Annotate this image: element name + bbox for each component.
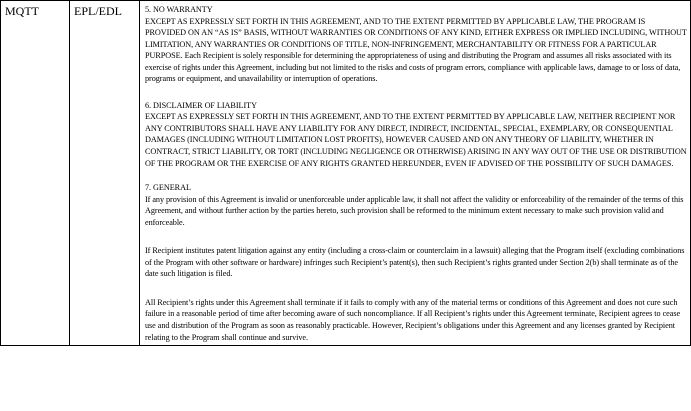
section-no-warranty: [145, 4, 687, 85]
section-body: EXCEPT AS EXPRESSLY SET FORTH IN THIS AGREEMENT, AND TO THE EXTENT PERMITTED BY APPLICABLE LAW, THE PROGRAM IS PROVIDED ON AN “AS IS” BASIS, WITHOUT WARRANTIES OR CONDITIONS OF ANY KIND, EITHER EXPRESS OR IMPLIED INCLUDING, WITHOUT LIMITATION, ANY WARRANTIES OR CONDITIONS OF TITLE, NON-INFRINGEMENT, MERCHANTABILITY OR FITNESS FOR A PARTICULAR PURPOSE. Each Recipient is solely responsible for determining the appropriateness of using and distributing the Program and assumes all risks associated with its exercise of rights under this Agreement, including but not limited to the risks and costs of program errors, compliance with applicable laws, damage to or loss of data, programs or equipment, and unavailability or interruption of operations.: [145, 16, 687, 84]
paragraph-spacer: [145, 280, 687, 297]
license-type-cell: [70, 1, 140, 346]
section-title: 5. NO WARRANTY: [145, 5, 213, 14]
section-body: EXCEPT AS EXPRESSLY SET FORTH IN THIS AGREEMENT, AND TO THE EXTENT PERMITTED BY APPLICABLE LAW, NEITHER RECIPIENT NOR ANY CONTRIBUTORS SHALL HAVE ANY LIABILITY FOR ANY DIRECT, INDIRECT, INCIDENTAL, SPECIAL, EXEMPLARY, OR CONSEQUENTIAL DAMAGES (INCLUDING WITHOUT LIMITATION LOST PROFITS), HOWEVER CAUSED AND ON ANY THEORY OF LIABILITY, WHETHER IN CONTRACT, STRICT LIABILITY, OR TORT (INCLUDING NEGLIGENCE OR OTHERWISE) ARISING IN ANY WAY OUT OF THE USE OR DISTRIBUTION OF THE PROGRAM OR THE EXERCISE OF ANY RIGHTS GRANTED HEREUNDER, EVEN IF ADVISED OF THE POSSIBILITY OF SUCH DAMAGES.: [145, 112, 687, 168]
component-name-cell: [1, 1, 70, 346]
section-body: If any provision of this Agreement is invalid or unenforceable under applicable law, it shall not affect the validity or enforceability of the remainder of the terms of this Agreement, and without further action by the parties hereto, such provision shall be reformed to the minimum extent necessary to make such provision valid and enforceable.: [145, 194, 684, 227]
paragraph-patent-litigation: [145, 245, 687, 280]
section-title: 6. DISCLAIMER OF LIABILITY: [145, 100, 257, 110]
section-body: If Recipient institutes patent litigation against any entity (including a cross-claim or counterclaim in a lawsuit) alleging that the Program itself (excluding combinations of the Program with other software or hardware) infringes such Recipient’s patent(s), then such Recipient’s rights granted under Section 2(b) shall terminate as of the date such litigation is filed.: [145, 246, 685, 279]
section-title: 7. GENERAL: [145, 183, 191, 193]
paragraph-spacer: [145, 85, 687, 100]
paragraph-termination: [145, 297, 687, 343]
section-general: [145, 182, 687, 228]
license-text-cell: [140, 1, 691, 346]
paragraph-spacer: [145, 169, 687, 182]
paragraph-spacer: [145, 228, 687, 245]
license-type: EPL/EDL: [74, 4, 122, 18]
section-disclaimer-of-liability: [145, 100, 687, 169]
license-text: [140, 1, 690, 345]
section-body: All Recipient’s rights under this Agreement shall terminate if it fails to comply with any of the material terms or conditions of this Agreement and does not cure such failure in a reasonable period of time after becoming aware of such noncompliance. If all Recipient’s rights under this Agreement terminate, Recipient agrees to cease use and distribution of the Program as soon as reasonably practicable. However, Recipient’s obligations under this Agreement and any licenses granted by Recipient relating to the Program shall continue and survive.: [145, 297, 681, 342]
table-row: [1, 1, 691, 346]
cell-bottom-padding: [145, 343, 687, 345]
component-name: MQTT: [5, 4, 39, 18]
